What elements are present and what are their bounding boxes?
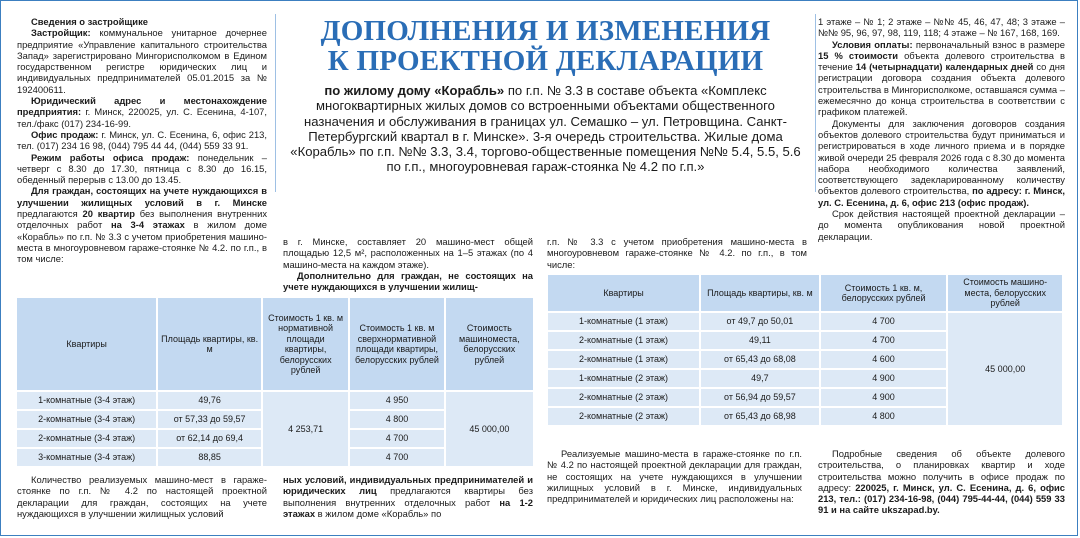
table2-cell-area: 49,11: [701, 332, 819, 349]
table2-cell-apt: 1-комнатные (1 этаж): [548, 313, 699, 330]
developer-heading: Сведения о застройщике: [31, 16, 148, 27]
parking-floors-list: 1 этаже – № 1; 2 этаже – №№ 45, 46, 47, 48; 3 этаже – №№ 95, 96, 97, 98, 119, 118; 4 этаже – № 167, 168, 169.: [818, 16, 1065, 39]
table1-cell-extra: 4 700: [350, 430, 443, 447]
table1-parking-price: 45 000,00: [446, 392, 533, 466]
table1-cell-apt: 1-комнатные (3-4 этаж): [17, 392, 156, 409]
table1-header-parking: Стоимость машиноместа, белорусских рублей: [446, 298, 533, 390]
more-info-text: Подробные сведения об объекте долевого строительства, о планировках квартир и ходе строительства можно получить в офисе продаж по адресу:: [818, 448, 1065, 493]
payment-text-2: объекта долевого строительства в течение: [818, 49, 1065, 73]
office-label: Офис продаж:: [31, 128, 99, 140]
middle-text: [283, 236, 533, 292]
developer-label: Застройщик:: [31, 27, 91, 39]
apartments-table-1: [15, 296, 535, 468]
left-bottom-text: [17, 474, 267, 519]
parking-location-text: [547, 448, 802, 504]
address-label: Юридический адрес и местонахождение предприятия:: [17, 95, 267, 118]
table1-cell-area: от 57,33 до 59,57: [158, 411, 261, 428]
hours-text: понедельник – четверг с 8.30 до 17.30, пятница с 8.30 до 16.15, обеденный перерыв с 13.00 до 13.45.: [17, 151, 267, 186]
table-row: [548, 313, 1062, 330]
office-text: г. Минск, ул. С. Есенина, 6, офис 213, тел. (017) 234 16 98, (044) 795 44 44, (044) 559 33 91.: [17, 128, 267, 152]
table1-cell-area: 49,76: [158, 392, 261, 409]
payment-label: Условия оплаты:: [832, 38, 913, 50]
page-title: [283, 16, 808, 76]
parking-count-text: в г. Минске, составляет 20 машино-мест общей площадью 12,5 м², расположенных на 1–5 этажах (по 4 машино-места на каждом этаже).: [283, 236, 533, 270]
citizens-count: 20 квартир: [82, 208, 135, 220]
table2-cell-area: 49,7: [701, 370, 819, 387]
table1-norm-price: 4 253,71: [263, 392, 348, 466]
table1-cell-apt: 2-комнатные (3-4 этаж): [17, 430, 156, 447]
table1-cell-area: от 62,14 до 69,4: [158, 430, 261, 447]
entrepreneurs-text-1: предлагаются квартиры без выполнения внутренних отделочных работ: [283, 485, 533, 508]
column-divider: [815, 14, 816, 192]
citizens-text-3: в жилом доме «Корабль» по г.п. № 3.3 с учетом приобретения машино-места в многоуровневом гараже-стоянке № 4.2. по г.п., в том числе:: [17, 219, 267, 265]
developer-info: [17, 16, 267, 265]
payment-days: 14 (четырнадцати) календарных дней: [855, 61, 1034, 73]
hours-label: Режим работы офиса продаж:: [31, 151, 190, 163]
declaration-term: Срок действия настоящей проектной декларации – до момента опубликования новой проектной декларации.: [818, 208, 1065, 242]
table2-cell-price: 4 700: [821, 332, 947, 349]
subtitle-bold: по жилому дому «Корабль»: [324, 83, 505, 98]
entrepreneurs-floors: на 1-2 этажах: [283, 496, 534, 519]
table2-cell-apt: 2-комнатные (2 этаж): [548, 389, 699, 406]
table2-cell-apt: 2-комнатные (1 этаж): [548, 351, 699, 368]
more-info-contacts: 220025, г. Минск, ул. С. Есенина, д. 6, офис 213, тел.: (017) 234-16-98, (044) 795-44-44, (044) 559 33 91 и на сайте ukszapad.by.: [818, 481, 1065, 516]
table1-cell-apt: 3-комнатные (3-4 этаж): [17, 449, 156, 466]
table2-cell-apt: 2-комнатные (2 этаж): [548, 408, 699, 425]
documents-address: по адресу: г. Минск, ул. С. Есенина, д. 6, офис 213 (офис продаж).: [818, 185, 1065, 208]
table1-cell-extra: 4 950: [350, 392, 443, 409]
payment-percent: 15 % стоимости: [818, 49, 899, 61]
page-subtitle: [283, 83, 808, 175]
developer-text: коммунальное унитарное дочернее предприятие «Управление капитального строительства Запад» зарегистрировано Мингорисполкомом в Едином государственном регистре юридических лиц и индивидуальных предпринимателей 05.01.2015 за № 192400611.: [17, 27, 267, 95]
citizens-floors: на 3-4 этажах: [110, 219, 185, 231]
table2-cell-area: от 65,43 до 68,08: [701, 351, 819, 368]
entrepreneurs-bold: ных условий, индивидуальных предпринимателей и юридических лиц: [283, 474, 533, 497]
documents-text: Документы для заключения договоров создания объектов долевого строительства будут приниматься и регистрироваться в ходе личного приема и в порядке живой очереди 25 февраля 2026 года с 8.30 до момента набора необходимого количества заявлений, соответствующего задекларированному количеству объектов долевого строительства,: [818, 117, 1065, 197]
table1-header-area: Площадь квартиры, кв. м: [158, 298, 261, 390]
payment-text-3: со дня регистрации договора создания объекта долевого строительства в Мингорисполкоме, оставшаяся сумма – ежемесячно до конца строительства в соответствии с графиком платежей.: [818, 61, 1065, 118]
entrepreneurs-text-2: в жилом доме «Корабль» по: [315, 507, 442, 519]
table1-cell-extra: 4 800: [350, 411, 443, 428]
right-bottom-text: [818, 448, 1065, 516]
payment-text-1: первоначальный взнос в размере: [912, 38, 1065, 50]
table2-cell-price: 4 800: [821, 408, 947, 425]
table2-header-apartments: Квартиры: [548, 275, 699, 311]
middle-bottom-text: [283, 474, 533, 519]
table1-cell-apt: 2-комнатные (3-4 этаж): [17, 411, 156, 428]
table2-header-area: Площадь квартиры, кв. м: [701, 275, 819, 311]
table2-header-price: Стоимость 1 кв. м, белорусских рублей: [821, 275, 947, 311]
table2-cell-price: 4 600: [821, 351, 947, 368]
table1-header-norm-price: Стоимость 1 кв. м нормативной площади квартиры, белорусских рублей: [263, 298, 348, 390]
table2-cell-price: 4 900: [821, 370, 947, 387]
table-row: [17, 392, 533, 409]
table2-parking-price: 45 000,00: [948, 313, 1062, 425]
parking-location-paragraph: Реализуемые машино-места в гараже-стоянке по г.п. № 4.2 по настоящей проектной декларации для граждан, не состоящих на учете нуждающихся в улучшении жилищных условий в г. Минске, индивидуальных предпринимателей и юридических лиц расположены на:: [547, 448, 802, 505]
table1-cell-extra: 4 700: [350, 449, 443, 466]
table2-cell-apt: 2-комнатные (1 этаж): [548, 332, 699, 349]
right-middle-text: [547, 236, 807, 270]
title-line-2: К ПРОЕКТНОЙ ДЕКЛАРАЦИИ: [327, 45, 764, 77]
address-text: г. Минск, 220025, ул. С. Есенина, 4-107, тел./факс (017) 234-16-99.: [17, 106, 267, 129]
table2-header-parking: Стоимость машино-места, белорусских рублей: [948, 275, 1062, 311]
table2-cell-area: от 56,94 до 59,57: [701, 389, 819, 406]
table1-header-apartments: Квартиры: [17, 298, 156, 390]
table1-header-extra-price: Стоимость 1 кв. м сверхнормативной площади квартиры, белорусских рублей: [350, 298, 443, 390]
citizens-text-1: предлагаются: [17, 208, 83, 220]
apartments-table-2: [546, 273, 1064, 427]
additional-offer-heading: Дополнительно для граждан, не состоящих на учете нуждающихся в улучшении жилищ-: [283, 269, 533, 293]
table1-cell-area: 88,85: [158, 449, 261, 466]
table2-cell-apt: 1-комнатные (2 этаж): [548, 370, 699, 387]
column-divider: [275, 14, 276, 192]
citizens-text-2: без выполнения внутренних отделочных работ: [17, 208, 268, 231]
subtitle-text: по г.п. № 3.3 в составе объекта «Комплекс многоквартирных жилых домов со встроенными объектами общественного назначения и обслуживания в границах ул. Семашко – ул. Петровщина. Санкт-Петербургский квартал в г. Минске». 3-я очередь строительства. Жилые дома «Корабль» по г.п. №№ 3.3, 3.4, торгово-общественные помещения №№ 5.4, 5.5, 5.6 по г.п., многоуровневая гараж-стоянка № 4.2 по г.п.»: [290, 83, 801, 175]
table2-intro: г.п. № 3.3 с учетом приобретения машино-места в многоуровневом гараже-стоянке № 4.2. по г.п., в том числе:: [547, 236, 807, 270]
table2-cell-price: 4 900: [821, 389, 947, 406]
parking-quantity-text: Количество реализуемых машино-мест в гараже-стоянке по г.п. № 4.2 по настоящей проектной декларации для граждан, состоящих на учете нуждающихся в улучшении жилищных условий: [17, 474, 267, 519]
table2-cell-area: от 65,43 до 68,98: [701, 408, 819, 425]
table2-cell-area: от 49,7 до 50,01: [701, 313, 819, 330]
table2-cell-price: 4 700: [821, 313, 947, 330]
citizens-bold: Для граждан, состоящих на учете нуждающихся в улучшении жилищных условий в г. Минске: [17, 185, 267, 208]
right-column: [818, 16, 1065, 242]
title-line-1: ДОПОЛНЕНИЯ И ИЗМЕНЕНИЯ: [320, 15, 771, 47]
